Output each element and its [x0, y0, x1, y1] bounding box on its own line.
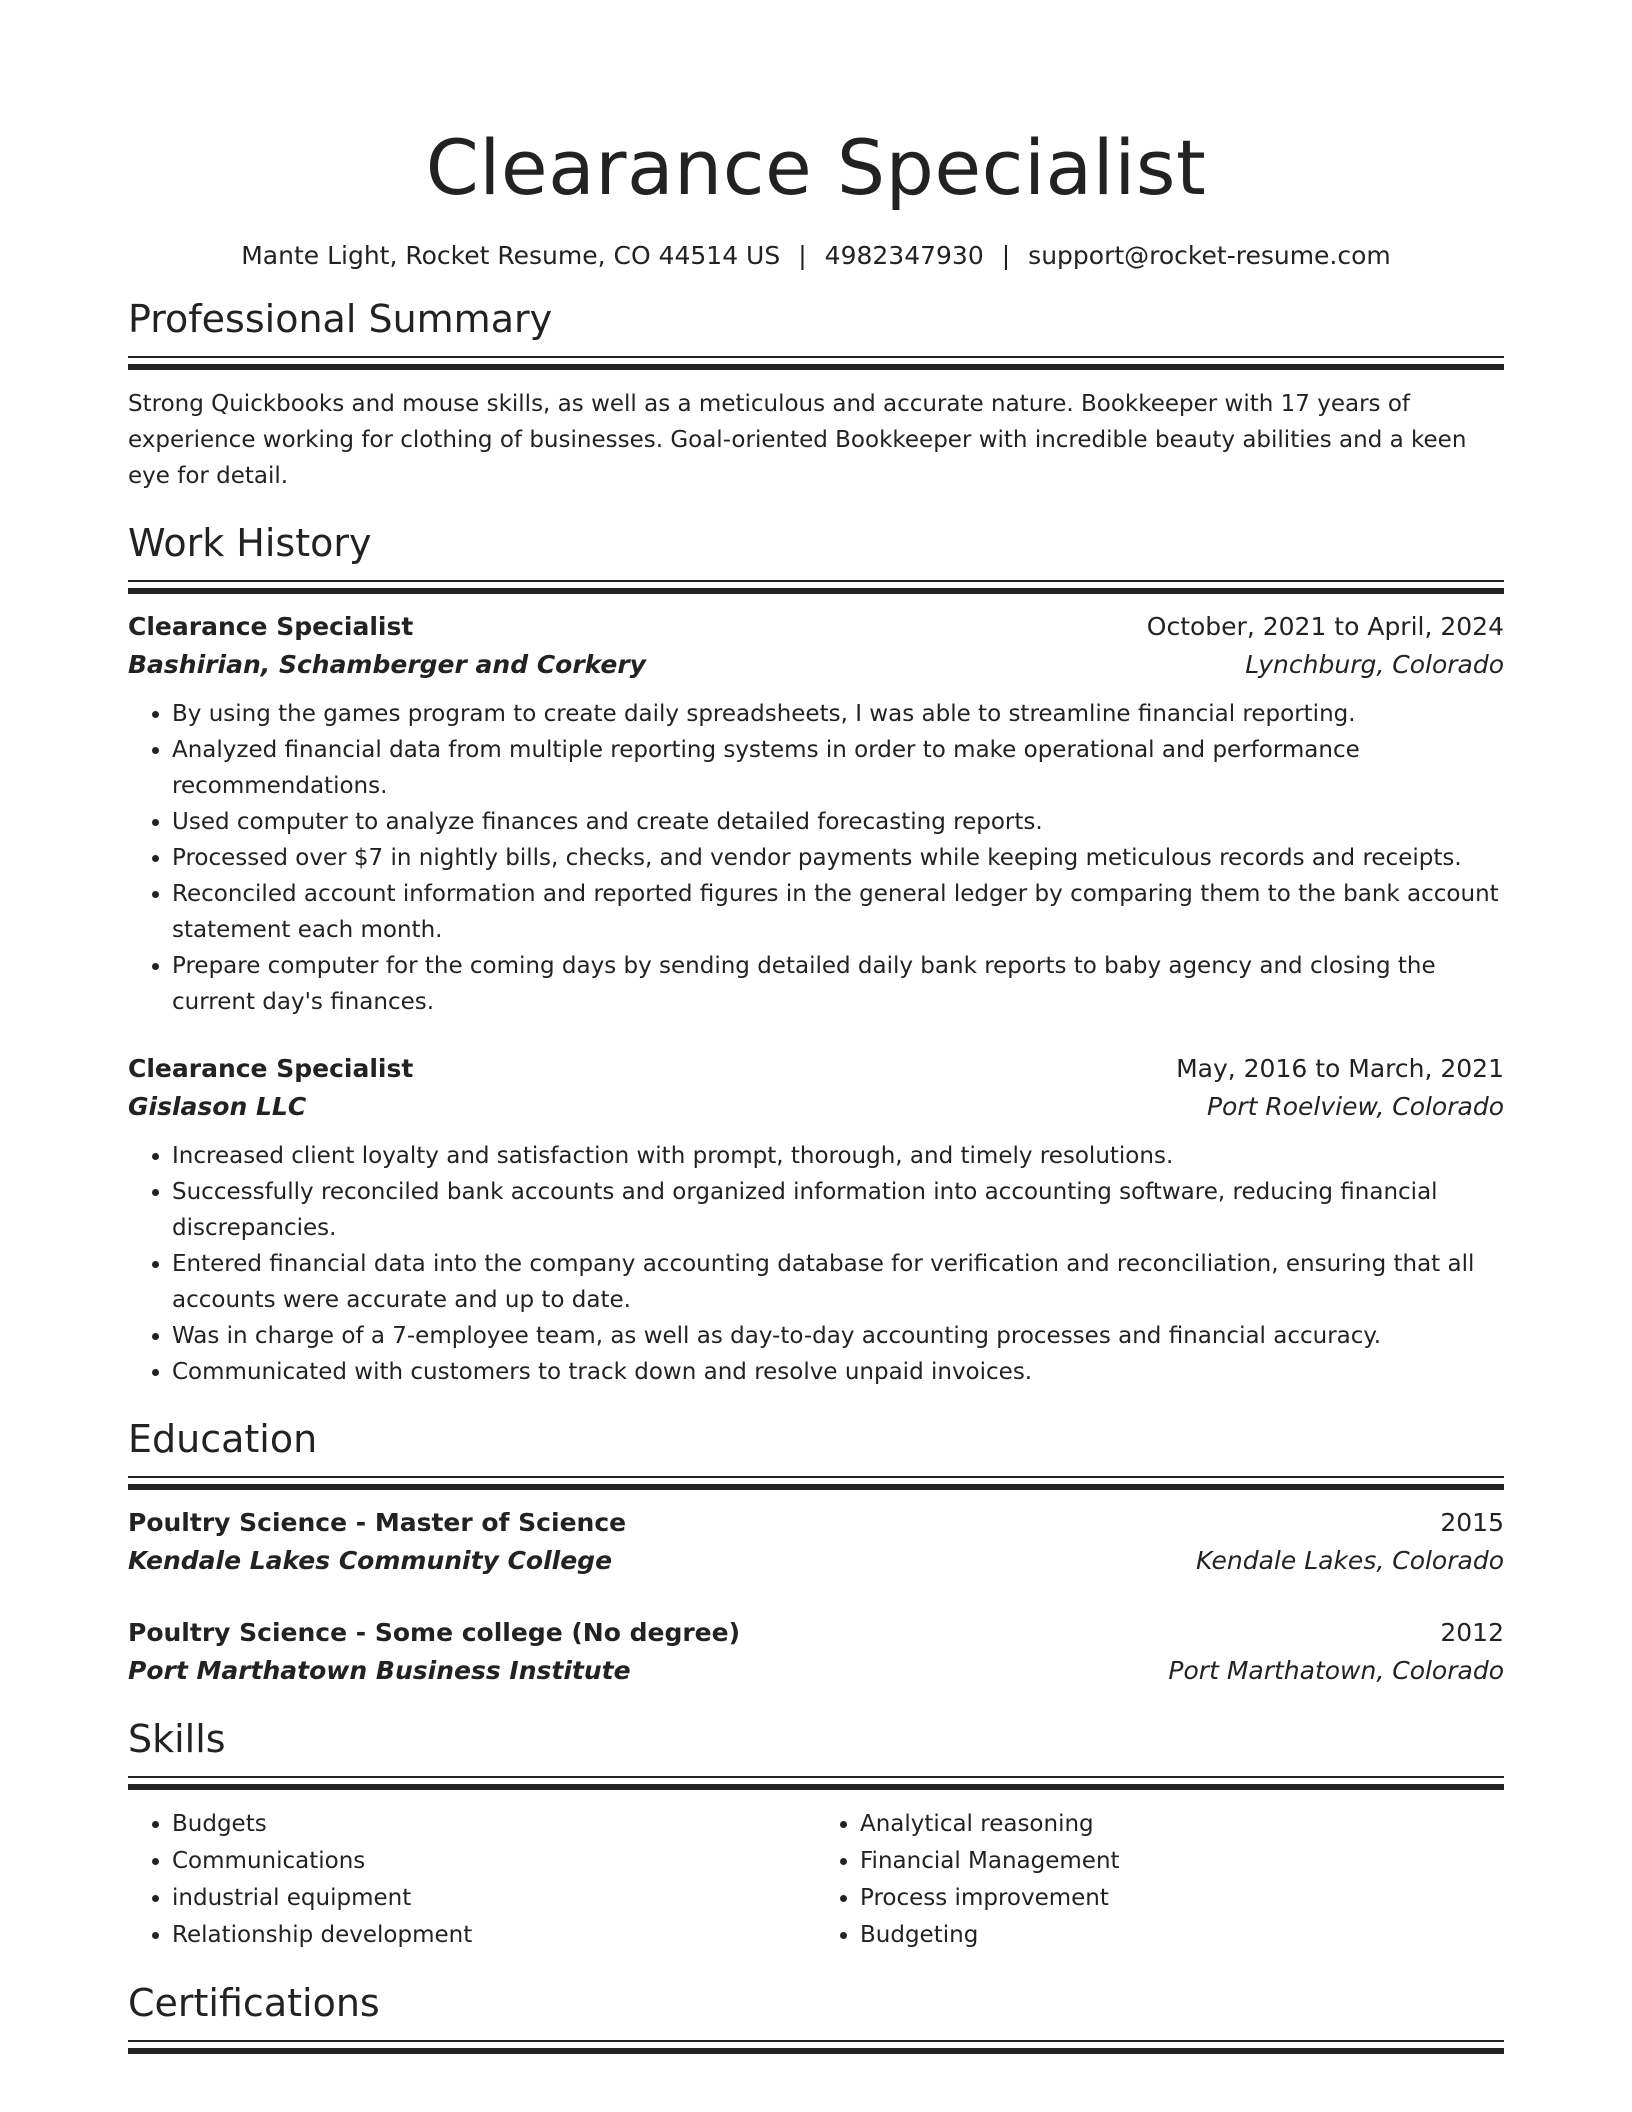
section-title-work: Work History: [128, 521, 372, 565]
list-item: • Prepare computer for the coming days by sending detailed daily bank reports to baby agency and closing the current day's finances.: [172, 948, 1504, 1020]
section-title-certifications: Certifications: [128, 1981, 380, 2025]
skills-columns: [128, 1806, 1504, 1954]
section-title-skills: Skills: [128, 1717, 226, 1761]
section-rule-thick: [128, 588, 1504, 594]
education-school: Port Marthatown Business Institute: [128, 1656, 631, 1685]
education-entry: [128, 1504, 1504, 1580]
job-bullets: [128, 1138, 1504, 1390]
contact-separator: |: [1001, 241, 1011, 270]
education-school: Kendale Lakes Community College: [128, 1546, 613, 1575]
list-item: • Communicated with customers to track down and resolve unpaid invoices.: [172, 1354, 1504, 1390]
job-entry: [128, 1050, 1504, 1390]
section-work-history: [128, 520, 1504, 1390]
job-header-row: [128, 608, 1504, 646]
job-dates: May, 2016 to March, 2021: [1176, 1054, 1504, 1083]
skill-item: • Analytical reasoning: [860, 1806, 1504, 1843]
job-location: Port Roelview, Colorado: [1206, 1092, 1504, 1121]
section-rule: [128, 1776, 1504, 1778]
list-item: • Reconciled account information and reported figures in the general ledger by comparing them to the bank account statement each month.: [172, 876, 1504, 948]
education-year: 2012: [1440, 1618, 1504, 1647]
contact-separator: |: [798, 241, 807, 270]
job-title: Clearance Specialist: [128, 612, 414, 641]
section-title-summary: Professional Summary: [128, 297, 553, 341]
skills-list-right: [816, 1806, 1504, 1954]
skill-item: • Budgets: [172, 1806, 816, 1843]
education-location: Port Marthatown, Colorado: [1168, 1656, 1504, 1685]
education-year: 2015: [1440, 1508, 1504, 1537]
skill-item: • Budgeting: [860, 1917, 1504, 1954]
job-entry: [128, 608, 1504, 1020]
job-location: Lynchburg, Colorado: [1245, 650, 1504, 679]
skills-list-left: [128, 1806, 816, 1954]
job-company-row: [128, 1088, 1504, 1126]
section-skills: [128, 1716, 1504, 1954]
section-rule-thick: [128, 1784, 1504, 1790]
section-summary: [128, 296, 1504, 494]
job-company: Bashirian, Schamberger and Corkery: [128, 650, 646, 679]
section-rule: [128, 2040, 1504, 2042]
contact-email[interactable]: support@rocket-resume.com: [1028, 241, 1391, 270]
job-header-row: [128, 1050, 1504, 1088]
list-item: • Used computer to analyze finances and create detailed forecasting reports.: [172, 804, 1504, 840]
section-rule: [128, 356, 1504, 358]
list-item: • Analyzed financial data from multiple reporting systems in order to make operational and performance recommendations.: [172, 732, 1504, 804]
section-rule-thick: [128, 364, 1504, 370]
list-item: • Increased client loyalty and satisfaction with prompt, thorough, and timely resolutions.: [172, 1138, 1504, 1174]
list-item: • Processed over $7 in nightly bills, checks, and vendor payments while keeping meticulous records and receipts.: [172, 840, 1504, 876]
section-education: [128, 1416, 1504, 1690]
section-title-education: Education: [128, 1417, 318, 1461]
list-item: • Was in charge of a 7-employee team, as well as day-to-day accounting processes and financial accuracy.: [172, 1318, 1504, 1354]
job-title: Clearance Specialist: [128, 1054, 414, 1083]
section-certifications: [128, 1980, 1504, 2054]
job-dates: October, 2021 to April, 2024: [1146, 612, 1504, 641]
education-school-row: [128, 1652, 1504, 1690]
job-company-row: [128, 646, 1504, 684]
job-company: Gislason LLC: [128, 1092, 307, 1121]
list-item: • By using the games program to create daily spreadsheets, I was able to streamline financial reporting.: [172, 696, 1504, 732]
section-rule-thick: [128, 2048, 1504, 2054]
skill-item: • Process improvement: [860, 1880, 1504, 1917]
education-location: Kendale Lakes, Colorado: [1196, 1546, 1504, 1575]
skill-item: • Financial Management: [860, 1843, 1504, 1880]
section-rule-thick: [128, 1484, 1504, 1490]
education-school-row: [128, 1542, 1504, 1580]
skill-item: • Relationship development: [172, 1917, 816, 1954]
education-entry: [128, 1614, 1504, 1690]
education-degree: Poultry Science - Some college (No degree): [128, 1618, 741, 1647]
education-header-row: [128, 1504, 1504, 1542]
section-rule: [128, 1476, 1504, 1478]
education-degree: Poultry Science - Master of Science: [128, 1508, 627, 1537]
candidate-name: Clearance Specialist: [425, 123, 1207, 212]
skill-item: • Communications: [172, 1843, 816, 1880]
summary-text: Strong Quickbooks and mouse skills, as well as a meticulous and accurate nature. Bookkeeper with 17 years of experience working for clothing of businesses. Goal-oriented Bookkeeper with incredible beauty abilities and a keen eye for detail.: [128, 391, 1467, 489]
contact-address: Mante Light, Rocket Resume, CO 44514 US: [241, 241, 781, 270]
section-rule: [128, 580, 1504, 582]
list-item: • Entered financial data into the company accounting database for verification and reconciliation, ensuring that all accounts were accurate and up to date.: [172, 1246, 1504, 1318]
skill-item: • industrial equipment: [172, 1880, 816, 1917]
job-bullets: [128, 696, 1504, 1020]
contact-phone: 4982347930: [824, 241, 984, 270]
list-item: • Successfully reconciled bank accounts and organized information into accounting software, reducing financial discrepancies.: [172, 1174, 1504, 1246]
contact-line: [128, 240, 1504, 272]
education-header-row: [128, 1614, 1504, 1652]
